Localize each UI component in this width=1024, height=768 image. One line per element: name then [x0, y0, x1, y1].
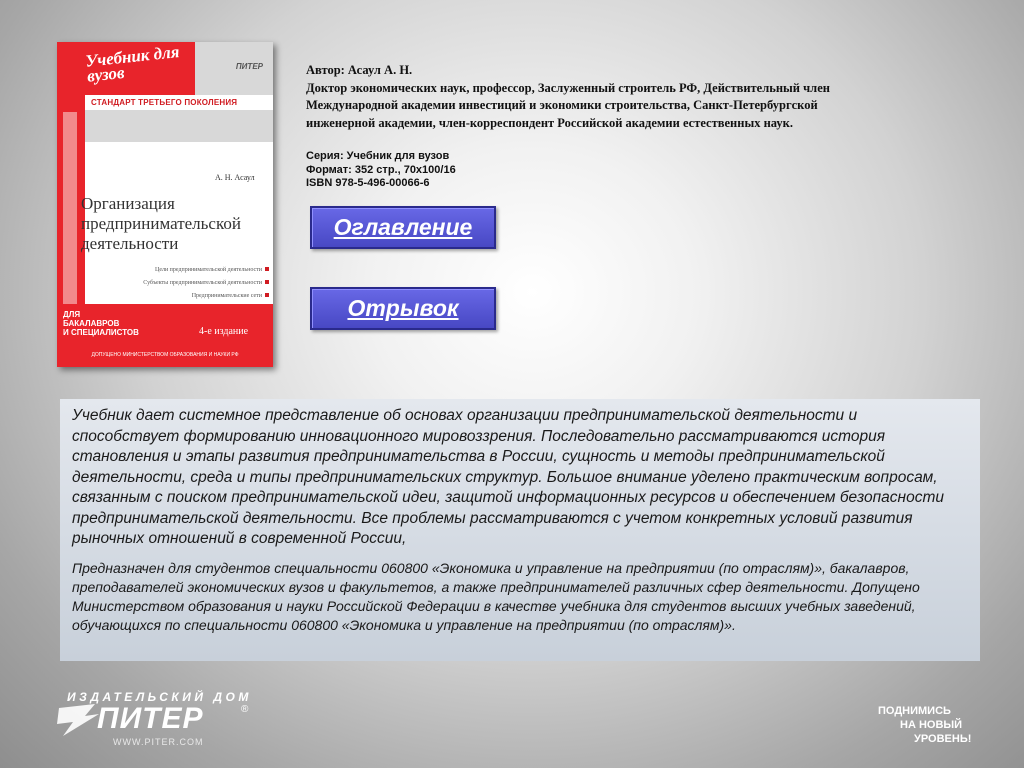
format-line: Формат: 352 стр., 70x100/16	[306, 163, 456, 176]
logo-url: WWW.PITER.COM	[113, 737, 204, 747]
description-panel	[60, 399, 980, 661]
cover-approval: ДОПУЩЕНО МИНИСТЕРСТВОМ ОБРАЗОВАНИЯ И НАУКИ РФ	[91, 352, 239, 358]
registered-mark: ®	[241, 704, 249, 715]
cover-audience: ДЛЯ БАКАЛАВРОВ И СПЕЦИАЛИСТОВ	[63, 310, 139, 337]
audience-paragraph: Предназначен для студентов специальности 060800 «Экономика и управление на предприятии (по отраслям)», бакалавров, преподавателей экономических вузов и факультетов, а также предпринимателей различных сфер деятельности. Допущено Министерством образования и науки Российской Федерации в качестве учебника для студентов высших учебных заведений, обучающихся по специальности 060800 «Экономика и управление на предприятии (по отраслям)».	[72, 559, 920, 633]
cover-bullets	[117, 264, 269, 303]
series-line: Серия: Учебник для вузов	[306, 150, 450, 162]
cover-bullet: Цели предпринимательской деятельности	[117, 264, 269, 277]
slogan: ПОДНИМИСЬ НА НОВЫЙ УРОВЕНЬ!	[878, 705, 972, 745]
book-info	[306, 62, 916, 191]
author-bio: Доктор экономических наук, профессор, Заслуженный строитель РФ, Действительный член Международной академии инвестиций и экономики строительства, Санкт-Петербургской инженерной академии, член-корреспондент Российской академии естественных наук.	[306, 80, 830, 130]
cover-standard-band: СТАНДАРТ ТРЕТЬЕГО ПОКОЛЕНИЯ	[85, 95, 273, 110]
excerpt-button[interactable]: Отрывок	[310, 287, 496, 330]
cover-edition: 4-е издание	[199, 326, 249, 337]
book-cover	[57, 42, 273, 367]
author-line: Автор: Асаул А. Н.	[306, 63, 413, 77]
cover-author: А. Н. Асаул	[215, 173, 255, 182]
cover-bottom-band	[57, 304, 273, 367]
cover-series-logo: Учебник для вузов	[84, 42, 181, 86]
cover-publisher-logo: ПИТЕР	[235, 62, 263, 71]
table-of-contents-button[interactable]: Оглавление	[310, 206, 496, 249]
cover-bullet: Субъекты предпринимательской деятельности	[117, 277, 269, 290]
logo-main-text: ПИТЕР	[97, 702, 204, 735]
cover-title: Организация предпринимательской деятельности	[81, 194, 241, 253]
description-paragraph: Учебник дает системное представление об основах организации предпринимательской деятельности и способствует формированию инновационного мировоззрения. Последовательно рассматриваются история становления и этапы развития предпринимательства в России, сущность и методы предпринимательской деятельности, среда и типы предпринимательских структур. Большое внимание уделено практическим вопросам, связанным с поиском предпринимательской идеи, защитой информационных ресурсов и обеспечением безопасности предпринимательской деятельности. Все проблемы рассматриваются с учетом конкретных условий развития рыночных отношений в современной России,	[72, 407, 944, 547]
logo-swoosh-icon	[55, 702, 99, 738]
publisher-logo	[55, 690, 255, 750]
logo-top-text: ИЗДАТЕЛЬСКИЙ ДОМ	[67, 690, 252, 704]
book-meta	[306, 150, 916, 191]
cover-bullet: Предпринимательские сети	[117, 290, 269, 303]
isbn-line: ISBN 978-5-496-00066-6	[306, 177, 430, 189]
